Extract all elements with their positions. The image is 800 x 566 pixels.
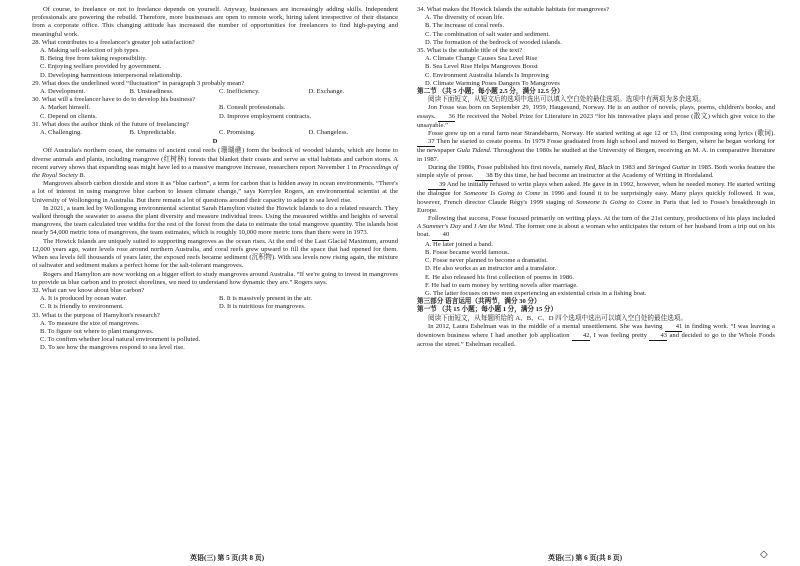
page-footer-left: 英语(三) 第 5 页(共 8 页) [190, 554, 265, 562]
blank-40[interactable]: 40 [432, 231, 450, 240]
gap-option-c[interactable]: C. Fosse never planned to become a dramatist. [425, 257, 548, 265]
section-2-title: 第二节 （共 5 小题；每小题 2.5 分，满分 12.5 分） [417, 88, 564, 96]
page-footer-right: 英语(三) 第 6 页(共 8 页) [548, 554, 623, 562]
passage-d-paragraph-3: In 2021, a team led by Wollongong environmental scientist Sarah Hamylton visited the Howick Islands to do a related research. They walked through the seawater to assess the plant diversity and measure individual trees. Using the measured widths and heights of several mangroves, the team calculated tree widths for the rest of the forest from the data to estimate the total mangrove quantity. The islands host nearly 54,000 metric tons of mangroves, the team estimates, which is roughly 10,000 more metric tons than there were in 1973. [32, 204, 398, 237]
q32-options-row2 [40, 303, 398, 311]
q31-options [40, 129, 398, 137]
question-35: 35. What is the suitable title of the text? [417, 47, 523, 55]
q28-option-c[interactable]: C. Enjoying welfare provided by government. [40, 63, 162, 71]
gap-option-f[interactable]: F. He had to earn money by writing novels after marriage. [425, 281, 578, 289]
q30-options-row2 [40, 113, 398, 121]
q28-option-d[interactable]: D. Developing harmonious interpersonal relationship. [40, 71, 183, 79]
q28-option-a[interactable]: A. Making self-selection of job types. [40, 47, 140, 55]
passage-d-paragraph-5: Rogers and Hamylton are now working on a bigger effort to study mangroves around Australia. “If we're going to invest in mangroves to provide us blue carbon and to protect shorelines, we need to understand how dynamic they are.” Rogers says. [32, 270, 398, 286]
part-3-section-1-title: 第一节 （共 15 小题；每小题 1 分，满分 15 分） [417, 306, 558, 314]
question-31: 31. What does the author think of the future of freelancing? [32, 120, 189, 128]
q30-option-a[interactable]: A. Market himself. [40, 104, 91, 112]
q33-option-c[interactable]: C. To confirm whether local natural environment is polluted. [40, 336, 201, 344]
gap-option-b[interactable]: B. Fosse became world famous. [425, 248, 510, 256]
q30-option-b[interactable]: B. Consult professionals. [219, 104, 286, 112]
blank-37[interactable]: 37 [417, 138, 435, 147]
passage-d-paragraph-2: Mangroves absorb carbon dioxide and store it as “blue carbon”, a term for carbon that is hidden away in ocean environments. “There's a lot of interest in using mangrove blue carbon to lessen climate change,” says Kerrylee Rogers, an environmental scientist at the University of Wollongong in Australia. But there remain a lot of questions around their capacity to adapt to sea level rise. [32, 180, 398, 204]
question-29: 29. What does the underlined word “fluctuation” in paragraph 3 probably mean? [32, 79, 245, 87]
question-28: 28. What contributes to a freelancer's greater job satisfaction? [32, 38, 195, 46]
question-33: 33. What is the purpose of Hamylton's research? [32, 311, 160, 319]
cloze-paragraph-1: In 2012, Laura Eshelman was in the middle of a mental unsettlement. She was having 41 in finding work. “I was leaving a downtown business where I had another job application 42, I was feeling pretty 43 and decided to go to the Whole Foods across the street.” Eshelman recalled. [417, 322, 775, 349]
q29-option-a[interactable]: A. Development. [40, 88, 86, 96]
q28-option-b[interactable]: B. Being free from taking responsibility. [40, 55, 147, 63]
gap-option-g[interactable]: G. The latter focuses on two men experiencing an existential crisis in a fishing boat. [425, 289, 647, 297]
left-column [32, 6, 398, 353]
q34-option-c[interactable]: C. The combination of salt water and sediment. [425, 30, 550, 38]
right-column [417, 6, 775, 349]
q29-options [40, 88, 398, 96]
question-34: 34. What makes the Howick Islands the suitable habitats for mangroves? [417, 6, 609, 13]
q35-option-d[interactable]: D. Climate Warming Poses Dangers To Mangroves [425, 79, 560, 87]
q32-options-row1 [40, 295, 398, 303]
question-30: 30. What will a freelancer have to do to develop his business? [32, 96, 196, 104]
q35-option-b[interactable]: B. Sea Level Rise Helps Mangroves Boost [425, 63, 538, 71]
gap-option-e[interactable]: E. He also released his first collection of poems in 1986. [425, 273, 575, 281]
q33-option-a[interactable]: A. To measure the size of mangroves. [40, 319, 140, 327]
q30-option-d[interactable]: D. Improve employment contracts. [219, 112, 312, 120]
blank-39[interactable]: 39 [428, 181, 446, 190]
q29-option-d[interactable]: D. Exchange. [308, 88, 345, 96]
q30-options-row1 [40, 104, 398, 112]
q30-option-c[interactable]: C. Depend on clients. [40, 112, 97, 120]
part-3-instructions: 阅读下面短文，从每题所给的 A、B、C、D 四个选项中选出可以填入空白处的最佳选项。 [428, 314, 687, 322]
blank-36[interactable]: 36 [438, 113, 456, 122]
q32-option-a[interactable]: A. It is produced by ocean water. [40, 295, 128, 303]
q31-option-d[interactable]: D. Changeless. [308, 129, 349, 137]
passage-d-paragraph-4: The Howick Islands are uniquely suited to supporting mangroves as the ocean rises. At the end of the Last Glacial Maximum, around 12,000 years ago, water levels rose around northern Australia, and coral reefs grew upward to fill the space that had opened for them. When sea levels fell thousands of years later, the exposed reefs became sediment (沉积物). With sea levels now rising again, the mixture of saltwater and sediment makes a perfect home for the salt-tolerant mangroves. [32, 237, 399, 270]
q32-option-d[interactable]: D. It is nutritious for mangroves. [219, 303, 306, 311]
q34-option-a[interactable]: A. The diversity of ocean life. [425, 14, 505, 22]
q33-option-d[interactable]: D. To see how the mangroves respond to sea level rise. [40, 344, 185, 352]
gap-paragraph-1: Jon Fosse was born on September 29, 1959, Haugesund, Norway. He is an author of novels, plays, poems, children's books, and essays. 36 He received the Nobel Prize for Literature in 2023 “for his innovative plays and prose (散文) which give voice to the unsayable.” [417, 104, 775, 129]
q31-option-b[interactable]: B. Unpredictable. [129, 129, 177, 137]
passage-d-letter: D [212, 138, 218, 146]
passage-d-paragraph-1: Off Australia's northern coast, the remains of ancient coral reefs (珊瑚礁) form the bedrock of wooded islands, which are home to diverse animals and plants, including mangrove (红树林) forests that blanket their coasts and serve as vital habitats and carbon stores. A recent survey shows that expanding seas might have led to a massive mangrove increase, researchers report November 1 in Proceedings of the Royal Society B. [32, 147, 399, 180]
q33-option-b[interactable]: B. To figure out where to plant mangroves. [40, 327, 154, 335]
section-2-instructions: 阅读下面短文，从短文后的选项中选出可以填入空白处的最佳选项。选项中有两项为多余选项。 [428, 96, 705, 104]
gap-paragraph-5: Following that success, Fosse focused primarily on writing plays. At the turn of the 21st century, productions of his plays included A Summer's Day and I Am the Wind. The former one is about a woman who anticipates the return of her husband from a trip out on his boat. 40 [417, 215, 775, 241]
q34-option-b[interactable]: B. The increase of coral reefs. [425, 22, 505, 30]
blank-43[interactable]: 43 [649, 332, 667, 341]
gap-paragraph-2: Fosse grew up on a rural farm near Strandebarm, Norway. He started writing at age 12 or 13, first composing song lyrics (歌词). 37 Then he started to create poems. In 1979 Fosse graduated from high school and moved to Bergen, where he began working for the newspaper Gula Tidend. Throughout the 1980s he studied at the University of Bergen, receiving an M. A. in comparative literature in 1987. [417, 130, 776, 163]
q35-option-a[interactable]: A. Climate Change Causes Sea Level Rise [425, 55, 538, 63]
q29-option-b[interactable]: B. Unsteadiness. [129, 88, 174, 96]
q35-option-c[interactable]: C. Environment Australia Islands Is Improving [425, 71, 549, 79]
gap-paragraph-3: During the 1980s, Fosse published his first novels, namely Red, Black in 1983 and Stringed Guitar in 1985. Both works feature the simple style of prose. 38 By this time, he had become an instructor at the Academy of Writing in Hordaland. [417, 164, 775, 181]
question-32: 32. What can we know about blue carbon? [32, 286, 145, 294]
blank-42[interactable]: 42 [572, 332, 590, 341]
q29-option-c[interactable]: C. Inefficiency. [219, 88, 260, 96]
passage-c-last-paragraph: Of course, to freelance or not to freelance depends on yourself. Anyway, businesses are increasingly adding skills. Independent professionals are powering the rebuild. Therefore, more businesses are open to remote work, hiring talent irrespective of their distance from a corporate office. This changing attitude has increased the number of opportunities for freelancers to find high-paying and meaningful work. [32, 6, 398, 38]
blank-38[interactable]: 38 [475, 172, 493, 181]
q32-option-b[interactable]: B. It is massively present in the air. [219, 295, 312, 303]
q31-option-c[interactable]: C. Promising. [219, 129, 256, 137]
gap-paragraph-4: 39 And he initially refused to write plays when asked. He gave in in 1992, however, when he needed money. He started writing the dialogue for Someone Is Going to Come in 1996 and found it to be surprisingly easy. Many plays quickly followed. It was, however, French director Claude Régy's 1999 staging of Someone Is Going to Come in Paris that led to Fosse's breakthrough in Europe. [417, 181, 776, 214]
gap-option-d[interactable]: D. He also works as an instructor and a translator. [425, 265, 557, 273]
diamond-icon: ◇ [760, 549, 768, 560]
gap-option-a[interactable]: A. He later joined a band. [425, 240, 493, 248]
blank-41[interactable]: 41 [665, 323, 683, 332]
q34-option-d[interactable]: D. The formation of the bedrock of wooded islands. [425, 38, 562, 46]
q31-option-a[interactable]: A. Challenging. [40, 129, 82, 137]
q32-option-c[interactable]: C. It is friendly to environment. [40, 303, 124, 311]
part-3-title: 第三部分 语言运用（共两节，满分 30 分） [417, 298, 541, 306]
